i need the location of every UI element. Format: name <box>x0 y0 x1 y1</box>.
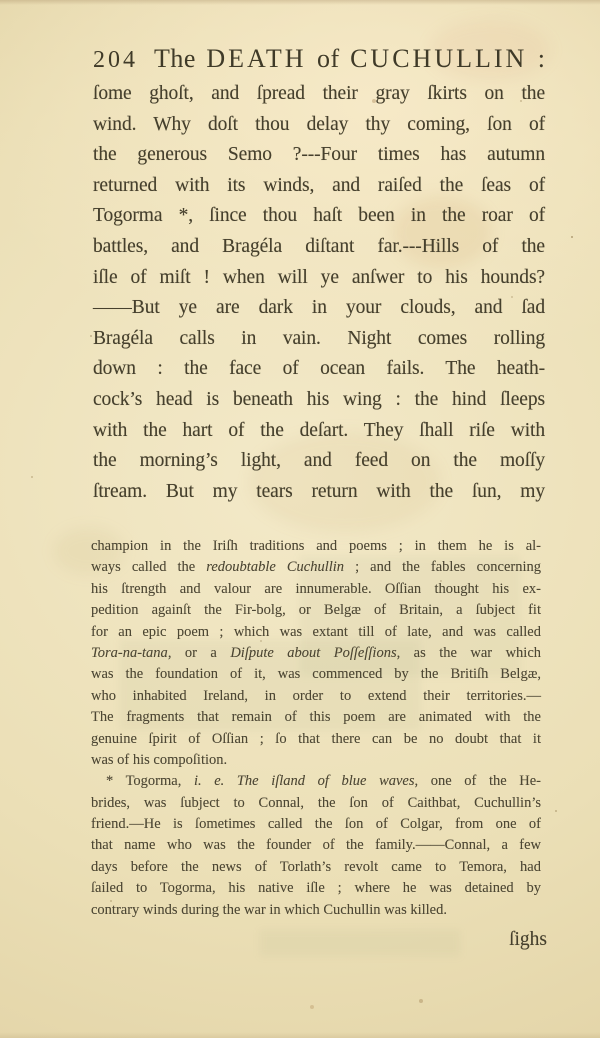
text-line <box>91 814 541 835</box>
text-line <box>91 557 541 578</box>
text-line <box>91 622 541 643</box>
text-segment: Togorma *, ſince thou haſt been in the roar of <box>93 205 545 227</box>
text-segment: ; and the fables concerning <box>344 559 541 576</box>
text-line <box>91 707 541 728</box>
text-line <box>93 140 545 171</box>
text-segment: , one of the He- <box>414 773 541 790</box>
footnote-block <box>91 536 541 921</box>
text-segment: , as the war which <box>396 644 542 661</box>
text-line <box>91 857 541 878</box>
text-segment: was the foundation of it, was commenced by the Britiſh Belgæ, <box>91 666 541 683</box>
title-colon: : <box>537 44 548 73</box>
italic-text-segment: i. e. The iſland of blue waves <box>193 773 415 790</box>
text-segment: genuine ſpirit of Oſſian ; ſo that there can be no doubt that it <box>91 730 541 747</box>
text-segment: wind. Why doſt thou delay thy coming, ſon of <box>93 113 545 135</box>
text-line <box>93 263 545 294</box>
text-segment: The fragments that remain of this poem are animated with the <box>91 709 541 726</box>
text-segment: contrary winds during the war in which Cuchullin was killed. <box>91 901 447 918</box>
text-segment: his ſtrength and valour are innumerable. Oſſian thought his ex- <box>91 580 541 597</box>
text-line <box>91 600 541 621</box>
text-segment: Bragéla calls in vain. Night comes rolling <box>93 327 545 349</box>
title-word: The <box>154 44 196 73</box>
text-segment: battles, and Bragéla diſtant far.---Hills of the <box>93 235 545 257</box>
page-number: 204 <box>93 47 138 73</box>
text-line <box>91 793 541 814</box>
text-segment: for an epic poem ; which was extant till of late, and was called <box>91 623 541 640</box>
italic-text-segment: Diſpute about Poſſeſſions <box>230 644 397 661</box>
main-text-block <box>93 79 545 507</box>
text-segment: champion in the Iriſh traditions and poems ; in them he is al- <box>91 538 541 554</box>
page-bottom-edge-shadow <box>0 1032 600 1038</box>
text-line <box>93 324 545 355</box>
text-line <box>93 232 545 263</box>
text-segment: , or a <box>167 644 231 661</box>
text-segment: brides, was ſubject to Connal, the ſon of Caithbat, Cuchullin’s <box>91 794 541 811</box>
text-segment: the morning’s light, and feed on the moſſy <box>93 450 545 472</box>
text-segment: ways called the <box>91 559 207 576</box>
text-line <box>93 201 545 232</box>
text-line <box>91 835 541 856</box>
text-line <box>93 446 545 477</box>
text-segment: friend.—He is ſometimes called the ſon of Colgar, from one of <box>91 816 541 833</box>
text-segment: ſome ghoſt, and ſpread their gray ſkirts on the <box>93 83 545 104</box>
text-segment: the generous Semo ?---Four times has autumn <box>93 144 545 166</box>
text-line <box>91 643 541 664</box>
text-line <box>93 293 545 324</box>
ink-bleed-through <box>260 930 460 956</box>
running-header <box>93 44 548 74</box>
catchword: ſighs <box>509 929 547 950</box>
text-line <box>93 385 545 416</box>
page-top-edge-shadow <box>0 0 600 5</box>
text-segment: iſle of miſt ! when will ye anſwer to his hounds? <box>93 266 545 288</box>
italic-text-segment: Tora-na-tana <box>91 644 168 661</box>
text-line <box>91 686 541 707</box>
text-line <box>93 354 545 385</box>
text-line <box>93 416 545 447</box>
page-title <box>154 44 548 74</box>
text-segment: ——But ye are dark in your clouds, and ſad <box>93 297 545 319</box>
text-segment: days before the news of Torlath’s revolt came to Temora, had <box>91 858 541 875</box>
text-line <box>91 729 541 750</box>
text-line <box>91 750 541 771</box>
text-segment: who inhabited Ireland, in order to extend their territories.— <box>91 687 541 704</box>
text-segment: down : the face of ocean fails. The heath- <box>93 358 545 380</box>
paper-specks <box>571 236 573 238</box>
title-word: CUCHULLIN <box>350 44 528 73</box>
text-segment: pedition againſt the Fir-bolg, or Belgæ of Britain, a ſubject fit <box>91 602 541 619</box>
text-segment: ſailed to Togorma, his native iſle ; where he was detained by <box>91 880 541 897</box>
text-line <box>93 477 545 508</box>
title-word: of <box>316 44 340 73</box>
text-line <box>91 536 541 557</box>
text-segment: returned with its winds, and raiſed the ſeas of <box>93 174 545 196</box>
title-word: DEATH <box>206 44 307 73</box>
text-segment: with the hart of the deſart. They ſhall riſe with <box>93 419 545 441</box>
text-segment: ſtream. But my tears return with the ſun, my <box>93 480 545 502</box>
italic-text-segment: redoubtable Cuchullin <box>206 559 345 576</box>
text-segment: that name who was the founder of the family.——Connal, a few <box>91 837 541 854</box>
text-segment: cock’s head is beneath his wing : the hind ſleeps <box>93 388 545 410</box>
text-line <box>91 579 541 600</box>
text-line <box>91 900 541 921</box>
text-line <box>93 79 545 110</box>
text-line <box>91 878 541 899</box>
text-segment: * Togorma, <box>106 773 194 790</box>
text-line <box>93 110 545 141</box>
text-line <box>91 771 541 792</box>
text-line <box>93 171 545 202</box>
text-segment: was of his compoſition. <box>91 751 228 768</box>
text-line <box>91 664 541 685</box>
